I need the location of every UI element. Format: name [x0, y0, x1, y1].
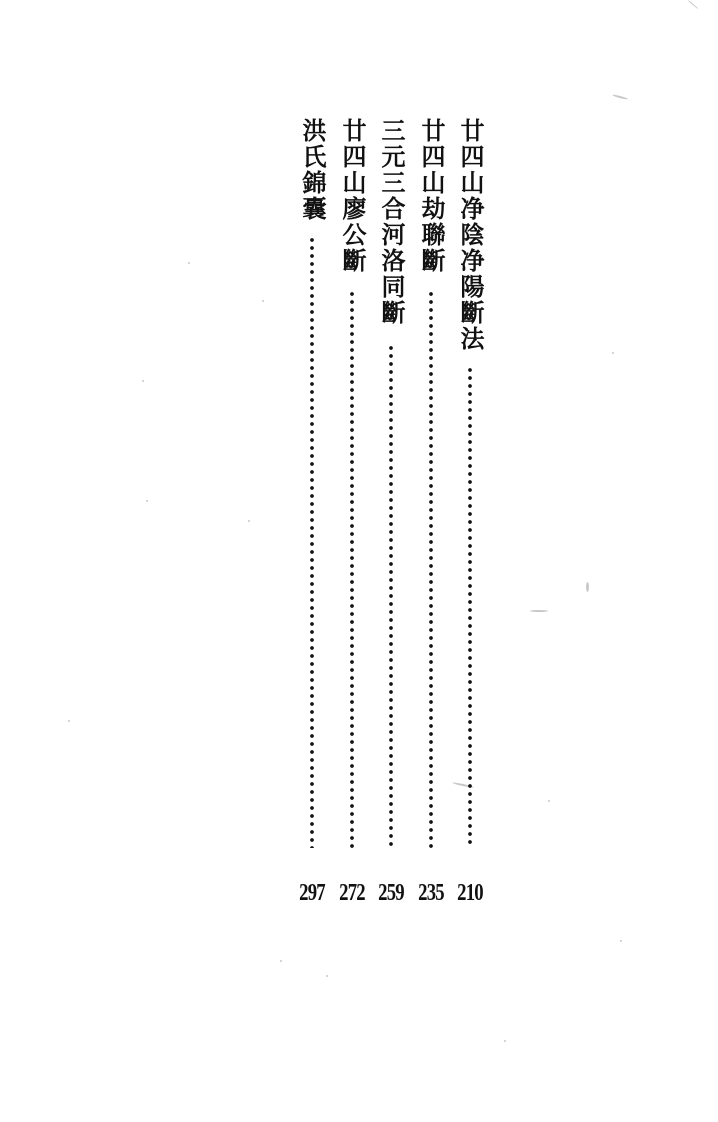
scan-mark [146, 500, 148, 502]
toc-entry-page: 272 [339, 880, 365, 906]
toc-entry-title: 廿四山净陰净陽斷法 [456, 118, 485, 352]
toc-entry [453, 118, 487, 908]
toc-entry [335, 118, 369, 908]
scan-mark [612, 94, 628, 100]
scan-mark [142, 380, 144, 382]
toc-entry-page: 210 [457, 880, 483, 906]
scan-mark [262, 300, 264, 302]
scan-mark [188, 262, 190, 264]
toc-entry-title: 洪氏錦囊 [298, 118, 327, 222]
scan-mark [687, 0, 698, 9]
dot-leader [468, 366, 472, 848]
scan-mark [280, 960, 282, 962]
scan-mark [326, 975, 328, 977]
toc-entry-page: 297 [299, 880, 325, 906]
toc-entry-page: 235 [418, 880, 444, 906]
scan-mark [612, 352, 614, 354]
toc-entry-title: 廿四山廖公斷 [338, 118, 367, 274]
scan-mark [248, 520, 250, 522]
toc-entry [374, 118, 408, 908]
dot-leader [310, 236, 314, 848]
dot-leader [429, 290, 433, 848]
dot-leader [350, 290, 354, 848]
toc-entry [295, 118, 329, 908]
scan-mark [68, 720, 70, 722]
toc-entry-title: 廿四山劫聯斷 [417, 118, 446, 274]
scan-mark [504, 1040, 506, 1042]
scan-mark [586, 582, 589, 592]
dot-leader [389, 344, 393, 848]
toc-entry-title: 三元三合河洛同斷 [377, 118, 406, 326]
toc-entry-page: 259 [378, 880, 404, 906]
scan-mark [620, 940, 622, 942]
scan-mark [548, 800, 550, 802]
scan-mark [530, 610, 548, 612]
toc-entry [414, 118, 448, 908]
